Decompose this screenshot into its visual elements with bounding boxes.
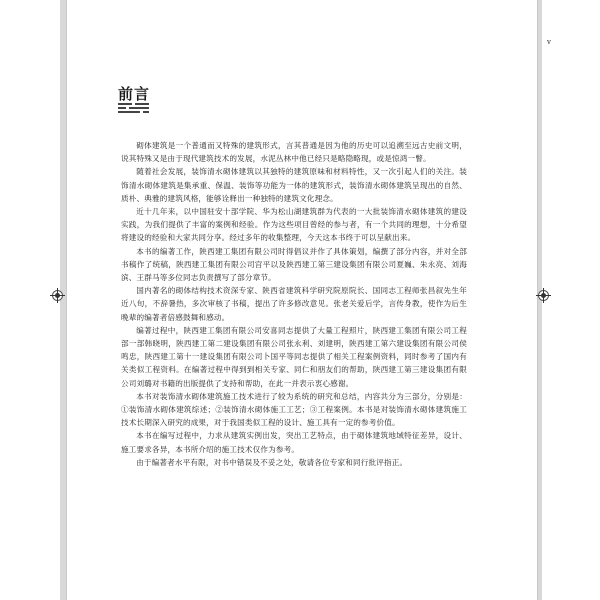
registration-mark-left-icon xyxy=(52,290,63,301)
paragraph: 本书的编著工作，陕西建工集团有限公司时得倡议并作了具体策划，编撰了部分内容，并对全部书稿作了统稿，陕西建工集团有限公司宫平以及陕西建工第三建设集团有限公司夏巍、朱永亮、刘海滨、王群马等多位同志负责撰写了部分章节。 xyxy=(121,246,467,283)
paragraph: 本书在编写过程中，力求从建筑实例出发，突出工艺特点，由于砌体建筑地域特征差异，设计、施工要求各异，本书所介绍的施工技术仅作为参考。 xyxy=(121,431,467,454)
registration-mark-right-icon xyxy=(538,290,549,301)
page-number: v xyxy=(547,38,551,46)
paragraph: 近十几年来，以中国驻安十部学院、华为松山湖建筑群为代表的一大批装饰清水砌体建筑的建设实践，为我们提供了丰富的案例和经验。作为这些项目曾经的参与者，有一个共同的理想，十分希望将建设的经验和大家共同分享。经过多年的收集整理，今天这本书终于可以呈献出来。 xyxy=(121,207,467,243)
paragraph: 随着社会发展，装饰清水砌体建筑以其独特的建筑原味和材料特性，又一次引起人们的关注。装饰清水砌体建筑是集承重、保温、装饰等功能为一体的建筑形式，装饰清水砌体建筑呈现出的自然、质朴、典雅的建筑风格，能够诠释出一种独特的建筑文化理念。 xyxy=(121,167,467,203)
paragraph: 编著过程中，陕西建工集团有限公司安喜同志提供了大量工程照片，陕西建工集团有限公司工程部一部韩晓明，陕西建工第二建设集团有限公司张永利、刘建明，陕西建工第六建设集团有限公司侯鸣忠，陕西建工第十一建设集团有限公司卜国平等同志提供了相关工程案例资料，同时参考了国内有关类似工程资料。在编著过程中得到到相关专家、同仁和朋友们的帮助，陕西建工第三建设集团有限公司刘璐对书籍的出版提供了支持和帮助，在此一并表示衷心感谢。 xyxy=(121,325,467,388)
paragraph: 本书对装饰清水砌体建筑施工技术进行了较为系统的研究和总结，内容共分为三部分，分别是：①装饰清水砌体建筑综述；②装饰清水砌体施工工艺；③工程案例。本书是对装饰清水砌体建筑施工技术长期深入研究的成果，对于我国类似工程的设计、施工具有一定的参考价值。 xyxy=(121,391,467,428)
paragraph: 国内著名的砌体结构技术资深专家、陕西省建筑科学研究院原院长、国同志工程师张昌叙先生年近八旬，不辞暑热，多次审核了书稿，提出了许多修改意见。张老关爱后学，言传身教，使作为后生晚辈的编著者倍感鼓舞和感动。 xyxy=(121,286,467,322)
paragraph: 由于编著者水平有限，对书中错误及不妥之处，敬请各位专家和同行批评指正。 xyxy=(136,457,408,467)
title-ornament-icon xyxy=(118,103,150,113)
page-title: 前言 xyxy=(118,85,151,103)
paragraph: 砌体建筑是一个普通而又特殊的建筑形式，言其普通是因为他的历史可以追溯至远古史前文明，说其特殊又是由于现代建筑技术的发展，水泥丛林中他已经只是略隐略现，或是惊鸿一瞥。 xyxy=(121,141,467,164)
preface-body xyxy=(121,139,467,469)
